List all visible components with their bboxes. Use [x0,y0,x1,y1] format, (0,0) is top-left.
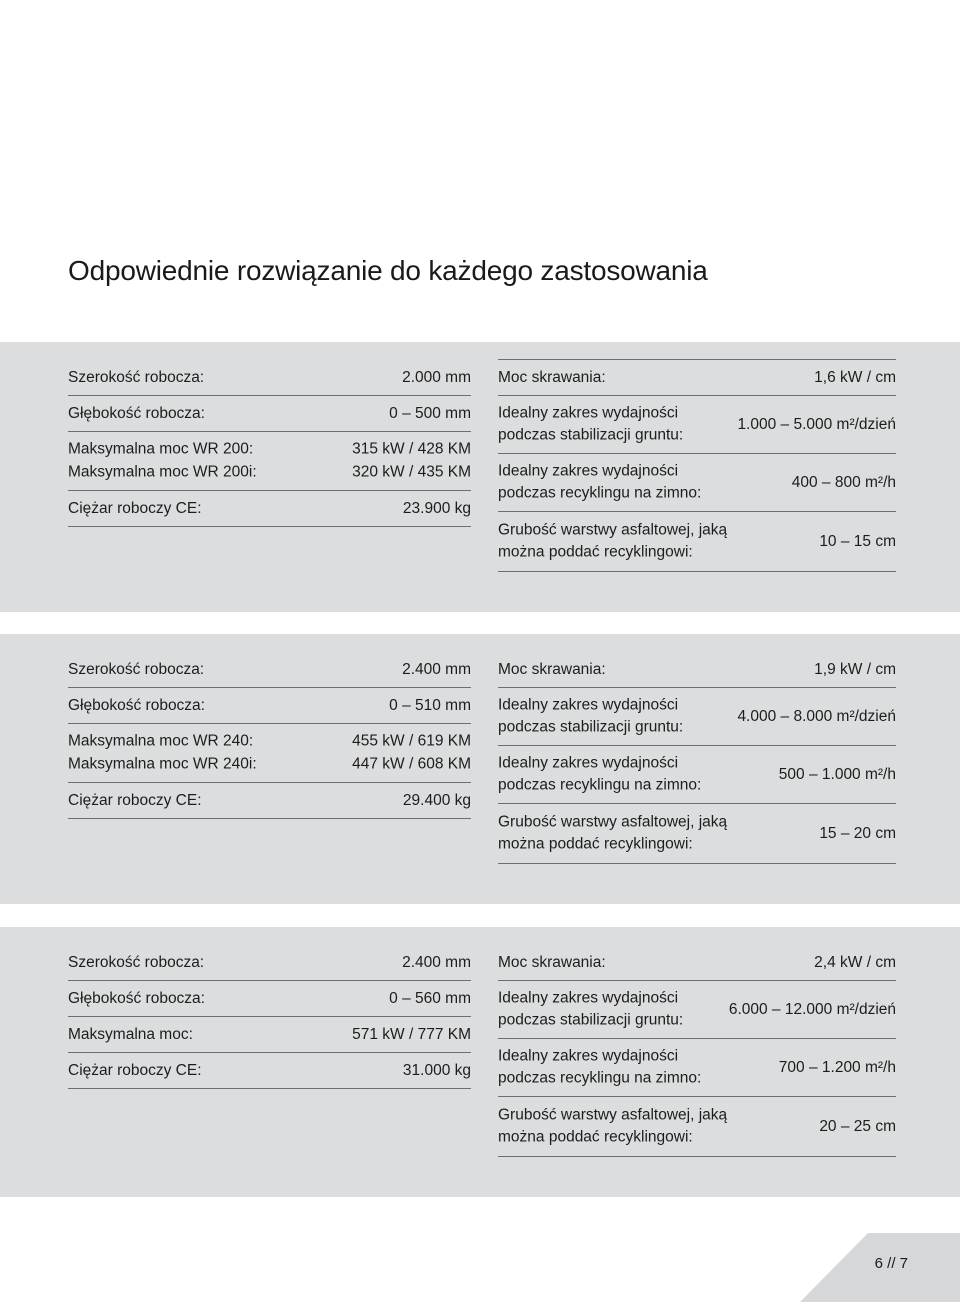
stabilization-label-line: Idealny zakres wydajności [498,404,679,421]
recycling-label-line: podczas recyklingu na zimno: [498,776,702,794]
performance-specs-3 [498,945,896,1157]
cutting-label: Moc skrawania: [498,660,606,678]
general-specs-3 [68,945,471,1089]
spec-row-power [68,1017,471,1053]
spec-row-recycling [498,454,896,512]
power-label: Maksymalna moc WR 240i: [68,755,257,772]
depth-label: Głębokość robocza: [68,404,205,422]
spec-row-weight [68,783,471,819]
weight-label: Ciężar roboczy CE: [68,791,202,809]
weight-label: Ciężar roboczy CE: [68,499,202,517]
performance-specs-1 [498,359,896,572]
spec-row-weight [68,491,471,527]
weight-value: 29.400 kg [402,791,471,809]
power-labels [68,731,257,776]
width-value: 2.400 mm [402,953,471,971]
recycling-label [498,1045,701,1090]
power-label: Maksymalna moc: [68,1025,193,1043]
weight-label: Ciężar roboczy CE: [68,1061,202,1079]
power-value: 320 kW / 435 KM [352,463,471,480]
asphalt-label [498,1104,727,1149]
power-value: 455 kW / 619 KM [352,732,471,750]
spec-row-depth [68,396,471,432]
page-number: 6 // 7 [874,1255,908,1272]
stabilization-label-line: Idealny zakres wydajności [498,696,679,713]
spec-row-asphalt [498,804,896,864]
asphalt-label-line: Grubość warstwy asfaltowej, jaką [498,521,728,538]
cutting-label: Moc skrawania: [498,953,606,971]
cutting-label: Moc skrawania: [498,368,606,386]
general-specs-1 [68,360,471,527]
cutting-value: 2,4 kW / cm [814,953,896,971]
spec-row-asphalt [498,1097,896,1157]
spec-row-width [68,945,471,981]
power-values [352,731,471,776]
stabilization-label-line: podczas stabilizacji gruntu: [498,426,684,444]
asphalt-label [498,811,727,856]
width-value: 2.000 mm [402,368,471,386]
spec-row-power [68,432,471,491]
width-label: Szerokość robocza: [68,953,205,971]
spec-band-2 [0,634,960,904]
stabilization-label [498,402,683,447]
spec-row-asphalt [498,512,896,572]
cutting-value: 1,9 kW / cm [814,660,896,678]
asphalt-value: 10 – 15 cm [819,532,896,550]
page-title: Odpowiednie rozwiązanie do każdego zastosowania [68,255,708,286]
width-label: Szerokość robocza: [68,660,205,678]
depth-value: 0 – 560 mm [389,989,471,1007]
asphalt-label-line: można poddać recyklingowi: [498,543,693,561]
depth-label: Głębokość robocza: [68,989,205,1007]
spec-row-cutting [498,652,896,688]
spec-row-weight [68,1053,471,1089]
spec-row-cutting [498,360,896,396]
asphalt-value: 20 – 25 cm [819,1117,896,1135]
depth-value: 0 – 510 mm [389,696,471,714]
spec-row-cutting [498,945,896,981]
power-values [352,439,471,484]
spec-row-width [68,360,471,396]
spec-row-depth [68,981,471,1017]
asphalt-label-line: Grubość warstwy asfaltowej, jaką [498,1106,728,1123]
spec-band-1 [0,342,960,612]
stabilization-label-line: podczas stabilizacji gruntu: [498,1011,684,1029]
recycling-label-line: Idealny zakres wydajności [498,754,679,771]
spec-row-power [68,724,471,783]
stabilization-value: 6.000 – 12.000 m²/dzień [728,1000,896,1018]
power-label: Maksymalna moc WR 240: [68,732,254,750]
power-value: 447 kW / 608 KM [352,755,471,772]
spec-row-stabilization [498,688,896,746]
asphalt-label-line: można poddać recyklingowi: [498,835,693,853]
spec-row-stabilization [498,396,896,454]
recycling-label-line: Idealny zakres wydajności [498,1047,679,1064]
power-value: 315 kW / 428 KM [352,440,471,458]
performance-specs-2 [498,652,896,864]
power-label: Maksymalna moc WR 200i: [68,463,257,480]
recycling-label-line: podczas recyklingu na zimno: [498,484,702,502]
recycling-label-line: Idealny zakres wydajności [498,462,679,479]
depth-value: 0 – 500 mm [389,404,471,422]
recycling-label-line: podczas recyklingu na zimno: [498,1069,702,1087]
weight-value: 23.900 kg [402,499,471,517]
stabilization-label-line: Idealny zakres wydajności [498,989,679,1006]
power-labels [68,439,257,484]
recycling-value: 700 – 1.200 m²/h [778,1058,896,1076]
width-value: 2.400 mm [402,660,471,678]
spec-row-depth [68,688,471,724]
spec-row-recycling [498,746,896,804]
recycling-label [498,752,701,797]
spec-band-3 [0,927,960,1197]
recycling-label [498,460,701,505]
general-specs-2 [68,652,471,819]
power-label: Maksymalna moc WR 200: [68,440,254,458]
spec-row-recycling [498,1039,896,1097]
cutting-value: 1,6 kW / cm [814,368,896,386]
width-label: Szerokość robocza: [68,368,205,386]
asphalt-value: 15 – 20 cm [819,824,896,842]
stabilization-label [498,987,683,1032]
spec-row-width [68,652,471,688]
stabilization-value: 1.000 – 5.000 m²/dzień [737,415,896,433]
asphalt-label-line: Grubość warstwy asfaltowej, jaką [498,813,728,830]
stabilization-label [498,694,683,739]
asphalt-label-line: można poddać recyklingowi: [498,1128,693,1146]
spec-row-stabilization [498,981,896,1039]
recycling-value: 500 – 1.000 m²/h [778,765,896,783]
stabilization-value: 4.000 – 8.000 m²/dzień [737,707,896,725]
weight-value: 31.000 kg [402,1061,471,1079]
recycling-value: 400 – 800 m²/h [791,473,896,491]
asphalt-label [498,519,727,564]
depth-label: Głębokość robocza: [68,696,205,714]
power-value: 571 kW / 777 KM [352,1025,471,1043]
stabilization-label-line: podczas stabilizacji gruntu: [498,718,684,736]
